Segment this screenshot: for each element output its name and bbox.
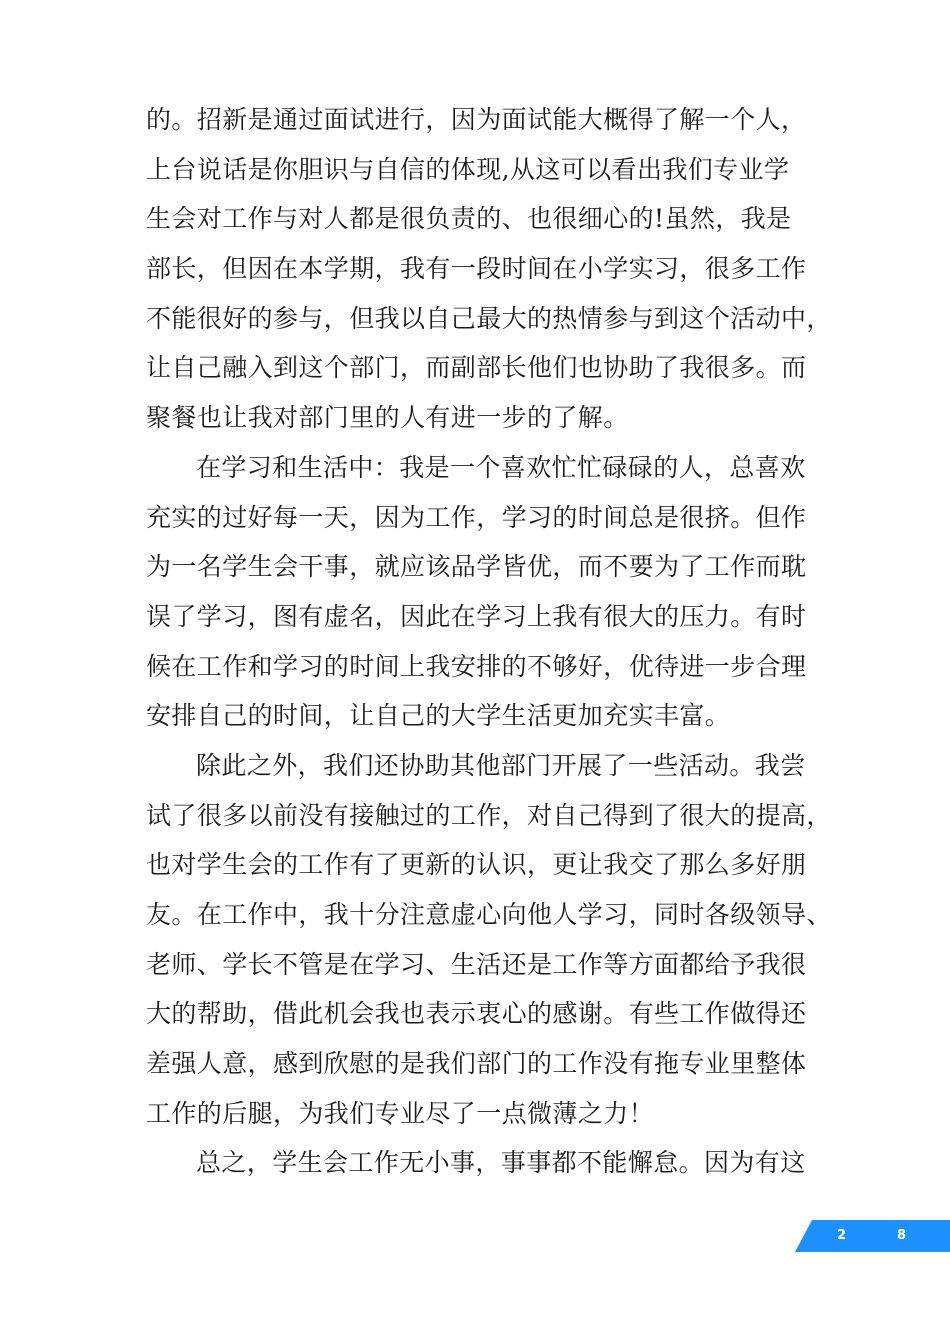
text-line: 友。在工作中，我十分注意虚心向他人学习，同时各级领导、 (146, 900, 832, 929)
text-line: 除此之外，我们还协助其他部门开展了一些活动。我尝 (196, 750, 806, 780)
text-line: 安排自己的时间，让自己的大学生活更加充实丰富。 (146, 701, 731, 731)
text-line: 部长，但因在本学期，我有一段时间在小学实习，很多工作 (146, 254, 807, 284)
text-line: 总之，学生会工作无小事，事事都不能懈怠。因为有这 (196, 1148, 806, 1178)
text-line: 充实的过好每一天，因为工作，学习的时间总是很挤。但作 (146, 502, 807, 532)
text-line: 上台说话是你胆识与自信的体现,从这可以看出我们专业学 (146, 154, 790, 184)
text-line: 误了学习，图有虚名，因此在学习上我有很大的压力。有时 (146, 601, 807, 631)
text-line: 生会对工作与对人都是很负责的、也很细心的!虽然，我是 (146, 204, 792, 234)
text-line: 差强人意，感到欣慰的是我们部门的工作没有拖专业里整体 (146, 1049, 807, 1079)
text-line: 试了很多以前没有接触过的工作，对自己得到了很大的提高， (146, 800, 832, 830)
text-line: 工作的后腿，为我们专业尽了一点微薄之力！ (146, 1098, 655, 1128)
document-body (146, 95, 836, 1188)
text-line: 大的帮助，借此机会我也表示衷心的感谢。有些工作做得还 (146, 999, 807, 1029)
page-number-badge (0, 1220, 950, 1252)
text-line: 的。招新是通过面试进行，因为面试能大概得了解一个人， (146, 105, 807, 134)
text-line: 在学习和生活中：我是一个喜欢忙忙碌碌的人，总喜欢 (196, 452, 806, 482)
text-line: 也对学生会的工作有了更新的认识，更让我交了那么多好朋 (146, 850, 807, 880)
page-number-total: 8 (897, 1228, 907, 1243)
text-line: 聚餐也让我对部门里的人有进一步的了解。 (146, 403, 629, 433)
page-number-current: 2 (837, 1228, 847, 1243)
text-line: 让自己融入到这个部门，而副部长他们也协助了我很多。而 (146, 353, 807, 383)
text-line: 不能很好的参与，但我以自己最大的热情参与到这个活动中， (146, 303, 832, 333)
text-line: 候在工作和学习的时间上我安排的不够好，优待进一步合理 (146, 651, 807, 681)
text-line: 为一名学生会干事，就应该品学皆优，而不要为了工作而耽 (146, 552, 807, 582)
text-line: 老师、学长不管是在学习、生活还是工作等方面都给予我很 (146, 949, 807, 979)
